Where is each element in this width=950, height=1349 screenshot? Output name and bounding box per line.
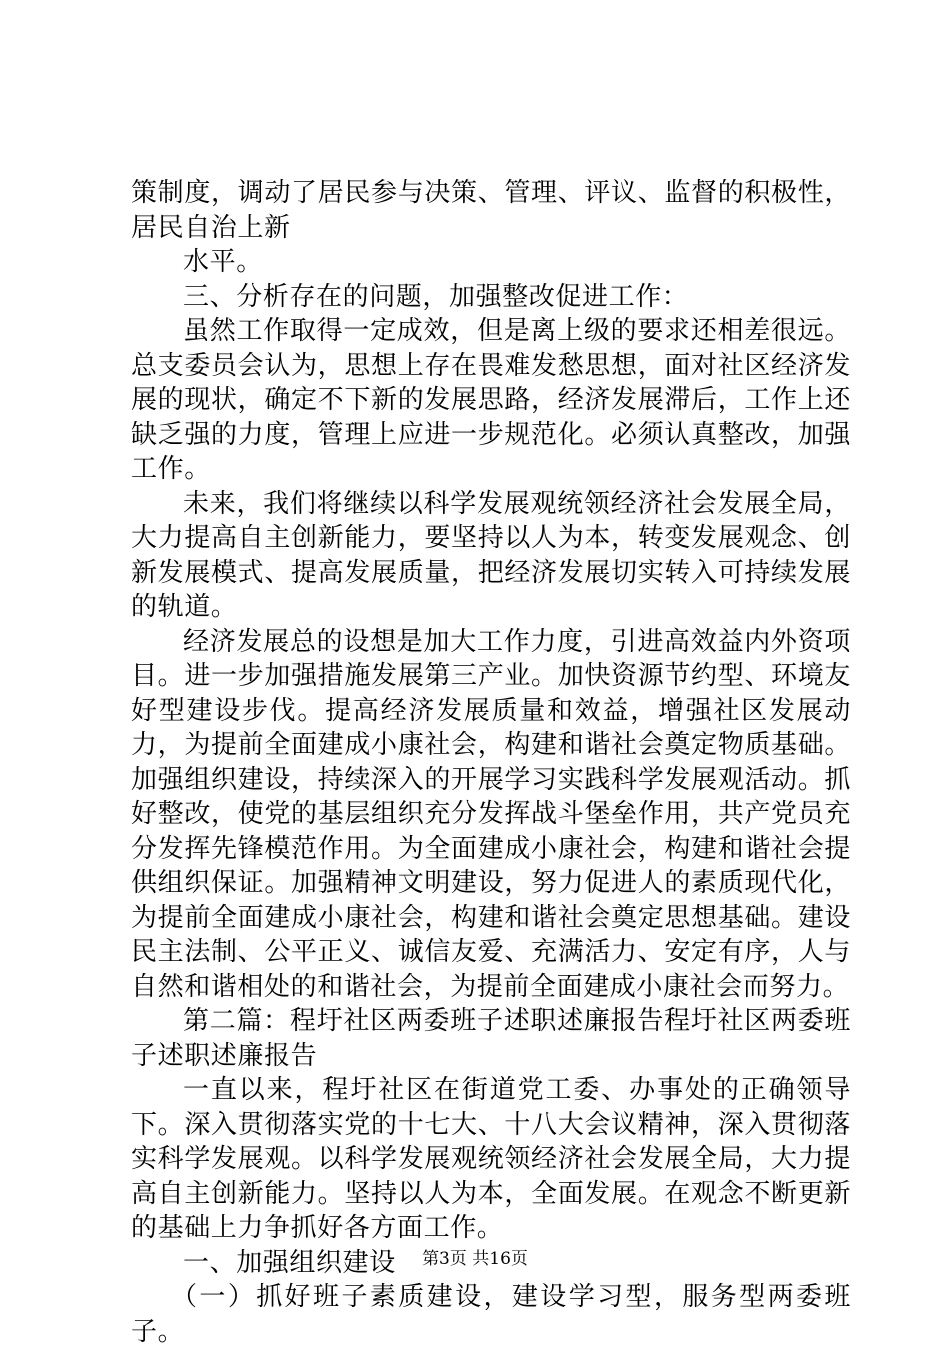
paragraph-future: 未来，我们将继续以科学发展观统领经济社会发展全局，大力提高自主创新能力，要坚持以人为本，转变发展观念、创新发展模式、提高发展质量，把经济发展切实转入可持续发展的轨道。 [131,488,851,622]
paragraph-continuation: 策制度，调动了居民参与决策、管理、评议、监督的积极性，居民自治上新 [131,178,851,243]
section-heading-1: 一、加强组织建设 [183,1247,396,1278]
paragraph-continuation-end: 水平。 [183,247,263,277]
section-heading-3: 三、分析存在的问题，加强整改促进工作： [183,281,689,312]
paragraph-economic-plan: 经济发展总的设想是加大工作力度，引进高效益内外资项目。进一步加强措施发展第三产业。加快资源节约型、环境友好型建设步伐。提高经济发展质量和效益，增强社区发展动力，为提前全面建成小康社会，构建和谐社会奠定物质基础。加强组织建设，持续深入的开展学习实践科学发展观活动。抓好整改，使党的基层组织充分发挥战斗堡垒作用，共产党员充分发挥先锋模范作用。为全面建成小康社会，构建和谐社会提供组织保证。加强精神文明建设，努力促进人的素质现代化，为提前全面建成小康社会，构建和谐社会奠定思想基础。建设民主法制、公平正义、诚信友爱、充满活力、安定有序，人与自然和谐相处的和谐社会，为提前全面建成小康社会而努力。 [131,626,851,1002]
paragraph-intro: 一直以来，程圩社区在街道党工委、办事处的正确领导下。深入贯彻落实党的十七大、十八大会议精神，深入贯彻落实科学发展观。以科学发展观统领经济社会发展全局，大力提高自主创新能力。坚持以人为本，全面发展。在观念不断更新的基础上力争抓好各方面工作。 [131,1075,851,1243]
page-number-footer: 第3页 共16页 [422,1249,528,1269]
document-body [131,176,851,1349]
chapter-heading-2: 第二篇：程圩社区两委班子述职述廉报告程圩社区两委班子述职述廉报告 [131,1006,851,1071]
subsection-heading-1: （一）抓好班子素质建设，建设学习型，服务型两委班子。 [131,1282,851,1347]
paragraph-problems: 虽然工作取得一定成效，但是离上级的要求还相差很远。总支委员会认为，思想上存在畏难发愁思想，面对社区经济发展的现状，确定不下新的发展思路，经济发展滞后，工作上还缺乏强的力度，管理上应进一步规范化。必须认真整改，加强工作。 [131,316,851,484]
